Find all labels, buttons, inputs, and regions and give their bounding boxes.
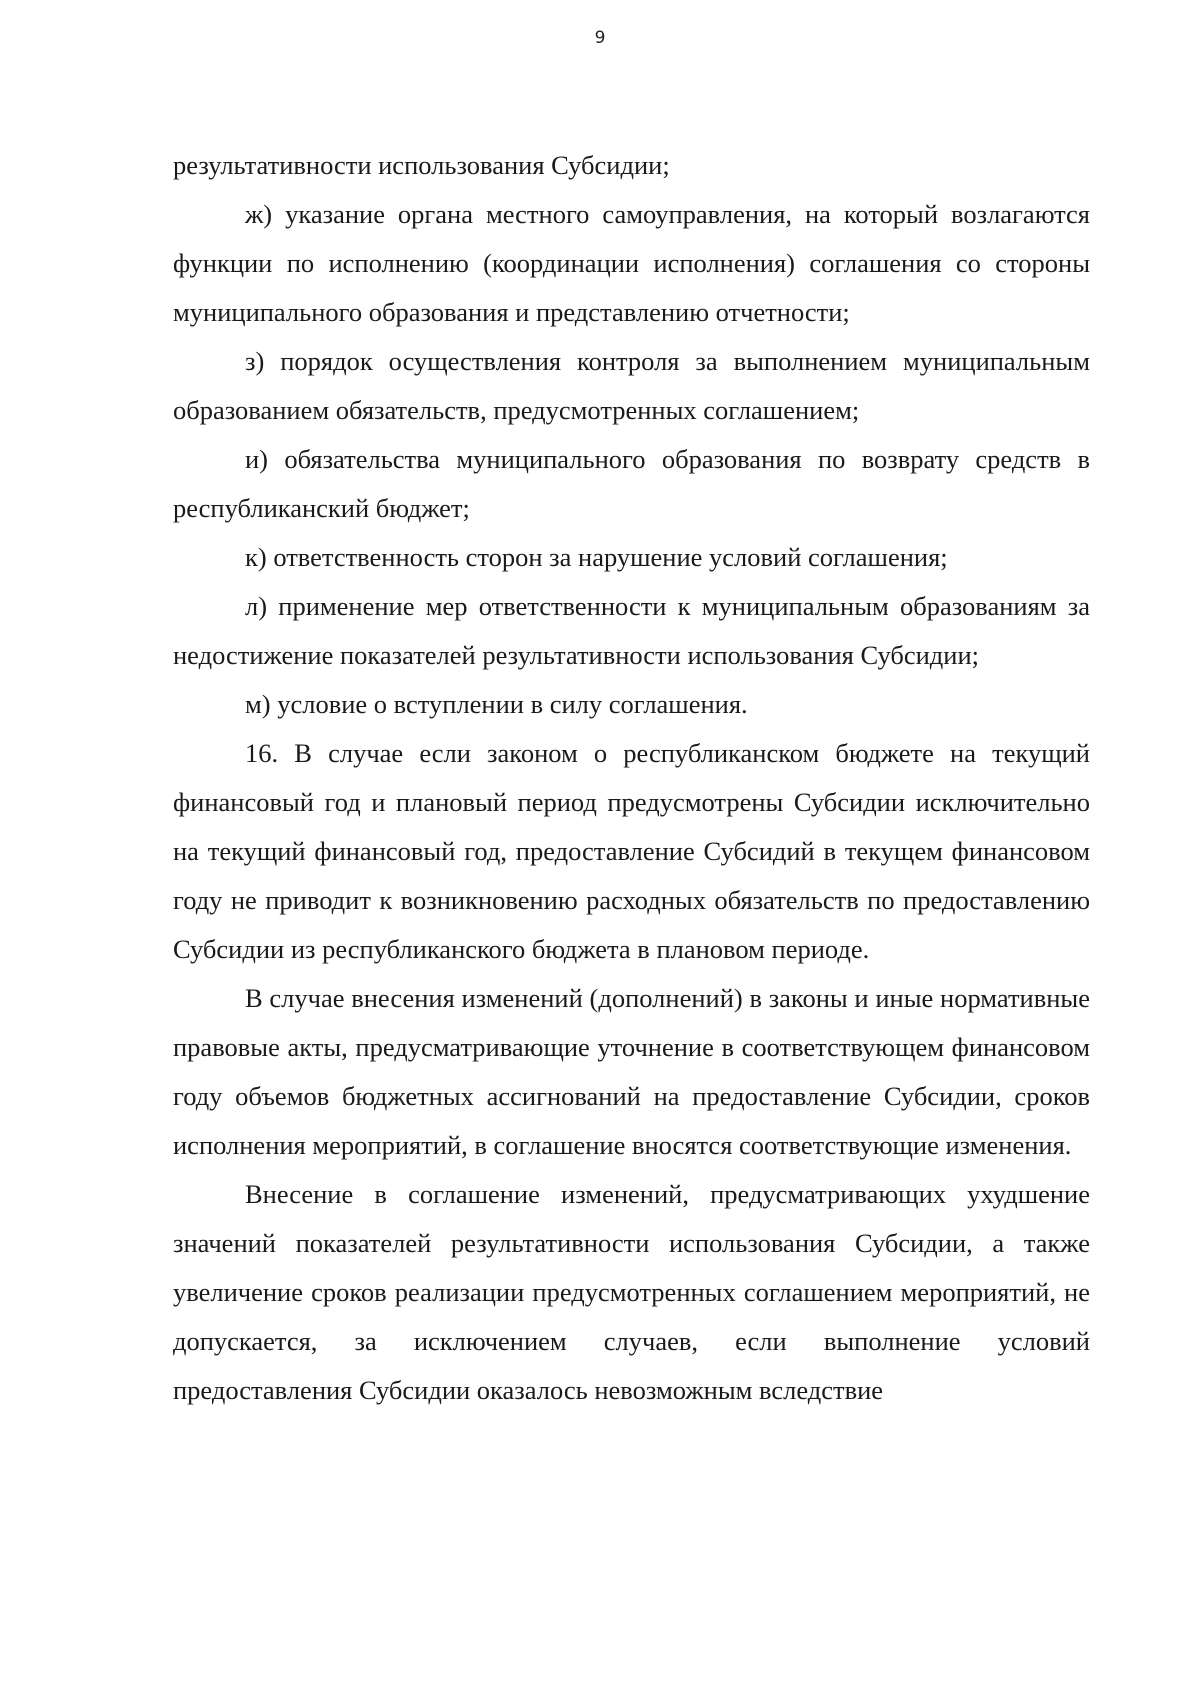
paragraph-restrictions: Внесение в соглашение изменений, предусматривающих ухудшение значений показателей результативности использования Субсидии, а также увеличение сроков реализации предусмотренных соглашением мероприятий, не допускается, за исключением случаев, если выполнение условий предоставления Субсидии оказалось невозможным вследствие: [173, 1179, 1090, 1405]
paragraph-item-l: л) применение мер ответственности к муниципальным образованиям за недостижение показателей результативности использования Субсидии;: [173, 591, 1090, 670]
paragraph-amendments: В случае внесения изменений (дополнений) в законы и иные нормативные правовые акты, предусматривающие уточнение в соответствующем финансовом году объемов бюджетных ассигнований на предоставление Субсидии, сроков исполнения мероприятий, в соглашение вносятся соответствующие изменения.: [173, 983, 1090, 1160]
page-number: 9: [594, 28, 606, 48]
paragraph-item-i: и) обязательства муниципального образования по возврату средств в республиканский бюджет;: [173, 444, 1090, 523]
paragraph-item-m: м) условие о вступлении в силу соглашения.: [245, 689, 748, 719]
body-text: [173, 141, 1090, 1415]
paragraph-item-z: з) порядок осуществления контроля за выполнением муниципальным образованием обязательств, предусмотренных соглашением;: [173, 346, 1090, 425]
paragraph-clause-16: 16. В случае если законом о республиканском бюджете на текущий финансовый год и плановый период предусмотрены Субсидии исключительно на текущий финансовый год, предоставление Субсидий в текущем финансовом году не приводит к возникновению расходных обязательств по предоставлению Субсидии из республиканского бюджета в плановом периоде.: [173, 738, 1090, 964]
paragraph-item-zh: ж) указание органа местного самоуправления, на который возлагаются функции по исполнению (координации исполнения) соглашения со стороны муниципального образования и представлению отчетности;: [173, 199, 1090, 327]
paragraph-continuation: результативности использования Субсидии;: [173, 150, 670, 180]
paragraph-item-k: к) ответственность сторон за нарушение условий соглашения;: [245, 542, 948, 572]
